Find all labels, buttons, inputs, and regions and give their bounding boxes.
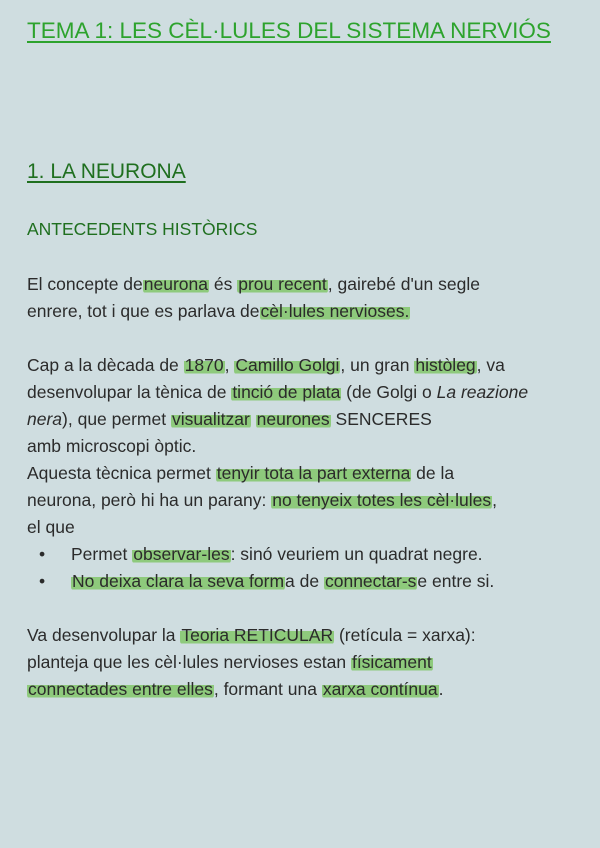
highlight: cèl·lules nervioses. xyxy=(260,301,410,321)
text: Aquesta tècnica permet xyxy=(27,463,211,483)
text: enrere, tot i que es parlava de xyxy=(27,301,260,321)
page-title: TEMA 1: LES CÈL·LULES DEL SISTEMA NERVIÓS xyxy=(27,18,551,43)
text: , xyxy=(492,490,497,510)
text: , xyxy=(224,355,235,375)
text: amb microscopi òptic. xyxy=(27,436,197,456)
highlight: neurona xyxy=(143,274,209,294)
text: planteja que les cèl·lules nervioses estan xyxy=(27,652,351,672)
highlight: xarxa contínua xyxy=(322,679,438,699)
paragraph-3 xyxy=(27,460,497,541)
text: a de xyxy=(285,571,324,591)
highlight: 1870 xyxy=(184,355,224,375)
paragraph-1 xyxy=(27,271,480,325)
highlight: Teoria RETICULAR xyxy=(181,625,334,645)
text: SENCERES xyxy=(330,409,432,429)
paragraph-2 xyxy=(27,352,577,460)
highlight: neurones xyxy=(256,409,330,429)
bullet-list xyxy=(27,541,494,595)
highlight: històleg xyxy=(415,355,476,375)
text: de la xyxy=(411,463,455,483)
text: (de Golgi o xyxy=(341,382,437,402)
list-item xyxy=(27,568,494,595)
highlight: No deixa clara la seva form xyxy=(72,571,285,591)
highlight: no tenyeix totes les cèl·lules xyxy=(272,490,492,510)
text: Permet xyxy=(71,544,133,564)
highlight: tinció de plata xyxy=(232,382,341,402)
highlight: connectades entre elles xyxy=(28,679,213,699)
text: Cap a la dècada de xyxy=(27,355,184,375)
paragraph-4 xyxy=(27,622,476,703)
text: : sinó veuriem un quadrat negre. xyxy=(230,544,483,564)
text: , un gran xyxy=(340,355,415,375)
text: , va xyxy=(476,355,505,375)
text: e entre si. xyxy=(417,571,495,591)
highlight: connectar-s xyxy=(324,571,417,591)
text: El concepte de xyxy=(27,274,143,294)
list-item xyxy=(27,541,494,568)
highlight: Camillo Golgi xyxy=(235,355,340,375)
highlight: tenyir tota la part externa xyxy=(216,463,411,483)
text: és xyxy=(209,274,238,294)
highlight: observar-les xyxy=(133,544,230,564)
text: Va desenvolupar la xyxy=(27,625,181,645)
text: , gairebé d'un segle xyxy=(327,274,480,294)
section-heading: 1. LA NEURONA xyxy=(27,160,186,183)
text: . xyxy=(438,679,444,699)
text: , formant una xyxy=(213,679,322,699)
text: desenvolupar la tènica de xyxy=(27,382,232,402)
italic-text: La reazione nera xyxy=(27,382,529,429)
text: neurona, però hi ha un parany: xyxy=(27,490,272,510)
highlight: físicament xyxy=(351,652,432,672)
text: ), que permet xyxy=(62,409,167,429)
subsection-heading: ANTECEDENTS HISTÒRICS xyxy=(27,219,258,239)
highlight: prou recent xyxy=(238,274,327,294)
text: (retícula = xarxa): xyxy=(334,625,476,645)
highlight: visualitzar xyxy=(171,409,250,429)
text: el que xyxy=(27,517,75,537)
